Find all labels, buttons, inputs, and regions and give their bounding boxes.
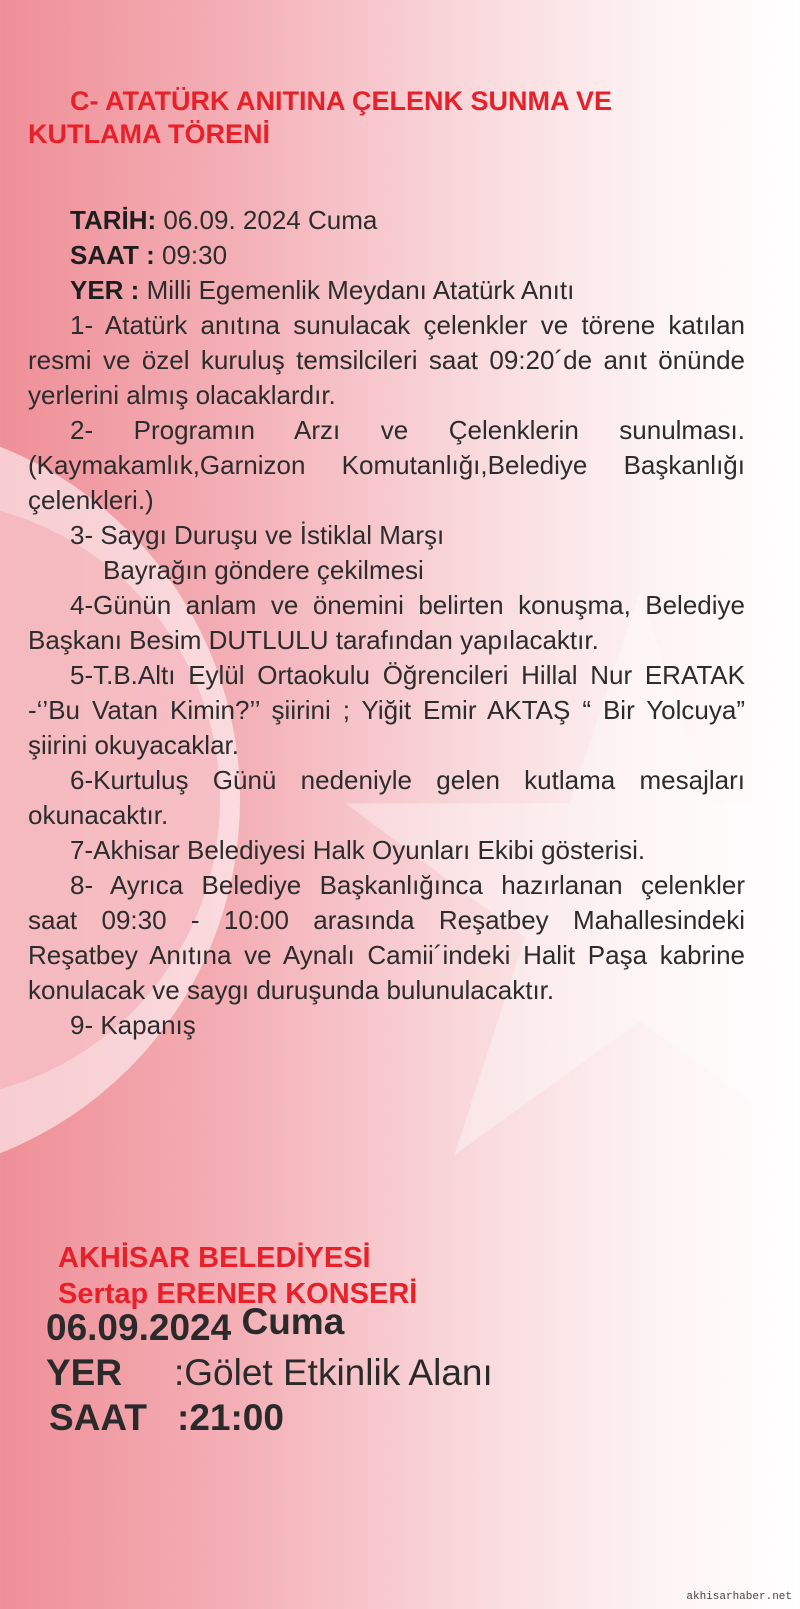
concert-date: 06.09.2024 [46, 1307, 232, 1348]
time-label: SAAT : [70, 240, 155, 270]
program-item-8: 8- Ayrıca Belediye Başkanlığınca hazırlanan çelenkler saat 09:30 - 10:00 arasında Reşatbey Mahallesindeki Reşatbey Anıtına ve Aynalı Camii´indeki Halit Paşa kabrine konulacak ve saygı duruşunda bulunulacaktır. [28, 870, 745, 1005]
program-item-2: 2- Programın Arzı ve Çelenklerin sunulması. (Kaymakamlık,Garnizon Komutanlığı,Belediye Başkanlığı çelenkleri.) [28, 415, 745, 515]
place-value: Milli Egemenlik Meydanı Atatürk Anıtı [146, 275, 575, 305]
concert-time-value: :21:00 [177, 1397, 284, 1438]
concert-date-row [46, 1301, 493, 1350]
program-item-3-flag: Bayrağın göndere çekilmesi [103, 555, 424, 585]
place-row [28, 273, 745, 308]
concert-place-label: YER [46, 1352, 123, 1393]
date-row [28, 203, 745, 238]
concert-time-label: SAAT [49, 1397, 147, 1438]
concert-place-row [46, 1350, 493, 1395]
concert-time-row [46, 1395, 493, 1440]
date-label: TARİH: [70, 205, 157, 235]
program-item-6: 6-Kurtuluş Günü nedeniyle gelen kutlama mesajları okunacaktır. [28, 765, 745, 830]
concert-title [58, 1240, 417, 1312]
ceremony-program [28, 203, 745, 1043]
ceremony-section [28, 85, 745, 1043]
program-item-4: 4-Günün anlam ve önemini belirten konuşma, Belediye Başkanı Besim DUTLULU tarafından yapılacaktır. [28, 590, 745, 655]
date-value: 06.09. 2024 Cuma [163, 205, 378, 235]
concert-details [46, 1301, 493, 1440]
ceremony-title: C- ATATÜRK ANITINA ÇELENK SUNMA VE KUTLAMA TÖRENİ [28, 86, 612, 149]
concert-day: Cuma [241, 1301, 345, 1342]
concert-title-line1: AKHİSAR BELEDİYESİ [58, 1242, 371, 1274]
program-item-3: 3- Saygı Duruşu ve İstiklal Marşı [70, 520, 445, 550]
concert-place-value: :Gölet Etkinlik Alanı [174, 1352, 493, 1393]
program-item-1: 1- Atatürk anıtına sunulacak çelenkler ve törene katılan resmi ve özel kuruluş temsilcileri saat 09:20´de anıt önünde yerlerini almış olacaklardır. [28, 310, 745, 410]
program-item-5: 5-T.B.Altı Eylül Ortaokulu Öğrencileri Hillal Nur ERATAK -‘’Bu Vatan Kimin?’’ şiirini ; Yiğit Emir AKTAŞ “ Bir Yolcuya” şiirini okuyacaklar. [28, 660, 745, 760]
program-item-9: 9- Kapanış [70, 1010, 196, 1040]
time-value: 09:30 [161, 240, 228, 270]
program-item-7: 7-Akhisar Belediyesi Halk Oyunları Ekibi gösterisi. [70, 835, 646, 865]
concert-title-line2: Sertap ERENER KONSERİ [58, 1278, 418, 1310]
place-label: YER : [70, 275, 140, 305]
source-watermark: akhisarhaber.net [686, 1591, 792, 1603]
time-row [28, 238, 745, 273]
